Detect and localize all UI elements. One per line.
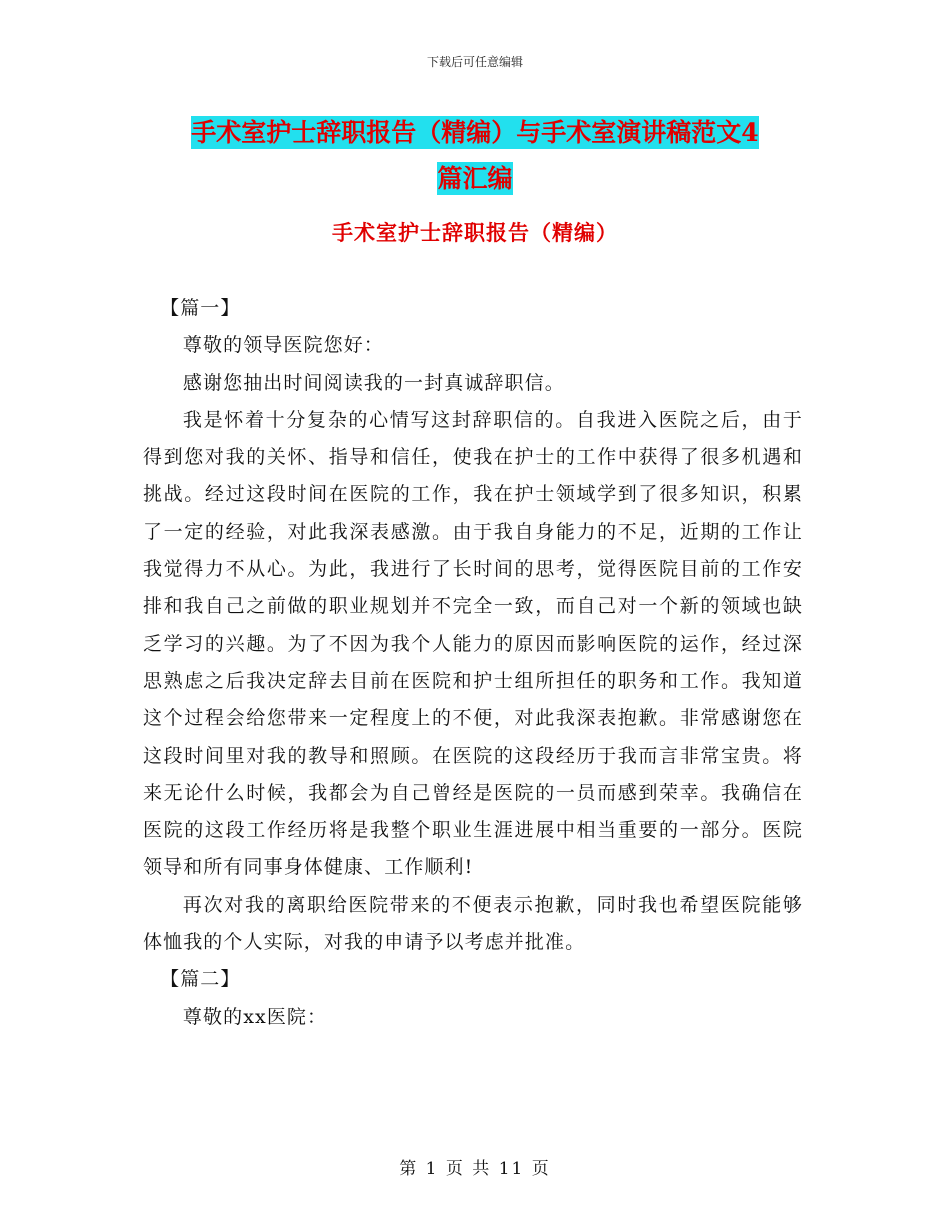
part-heading-1: 【篇一】 <box>160 297 241 319</box>
section-title: 手术室护士辞职报告（精编） <box>332 220 618 245</box>
page-header-note: 下载后可任意编辑 <box>426 55 523 69</box>
document-title <box>120 110 830 202</box>
part-heading-2: 【篇二】 <box>160 968 241 991</box>
body-paragraph: 感谢您抽出时间阅读我的一封真诚辞职信。 <box>182 371 565 394</box>
document-title-line2: 篇汇编 <box>437 164 513 193</box>
salutation-1: 尊敬的领导医院您好： <box>182 334 384 357</box>
document-body <box>143 290 803 1036</box>
salutation-2: 尊敬的xx医院： <box>182 1005 328 1028</box>
page-number: 第 1 页 共 11 页 <box>399 1159 551 1179</box>
document-title-line1: 手术室护士辞职报告（精编）与手术室演讲稿范文4 <box>191 118 759 147</box>
body-paragraph: 我是怀着十分复杂的心情写这封辞职信的。自我进入医院之后，由于得到您对我的关怀、指导和信任，使我在护士的工作中获得了很多机遇和挑战。经过这段时间在医院的工作，我在护士领域学到了很多知识，积累了一定的经验，对此我深表感激。由于我自身能力的不足，近期的工作让我觉得力不从心。为此，我进行了长时间的思考，觉得医院目前的工作安排和我自己之前做的职业规划并不完全一致，而自己对一个新的领域也缺乏学习的兴趣。为了不因为我个人能力的原因而影响医院的运作，经过深思熟虑之后我决定辞去目前在医院和护士组所担任的职务和工作。我知道这个过程会给您带来一定程度上的不便，对此我深表抱歉。非常感谢您在这段时间里对我的教导和照顾。在医院的这段经历于我而言非常宝贵。将来无论什么时候，我都会为自己曾经是医院的一员而感到荣幸。我确信在医院的这段工作经历将是我整个职业生涯进展中相当重要的一部分。医院领导和所有同事身体健康、工作顺利! <box>143 408 803 879</box>
body-paragraph: 再次对我的离职给医院带来的不便表示抱歉，同时我也希望医院能够体恤我的个人实际，对我的申请予以考虑并批准。 <box>143 893 803 954</box>
